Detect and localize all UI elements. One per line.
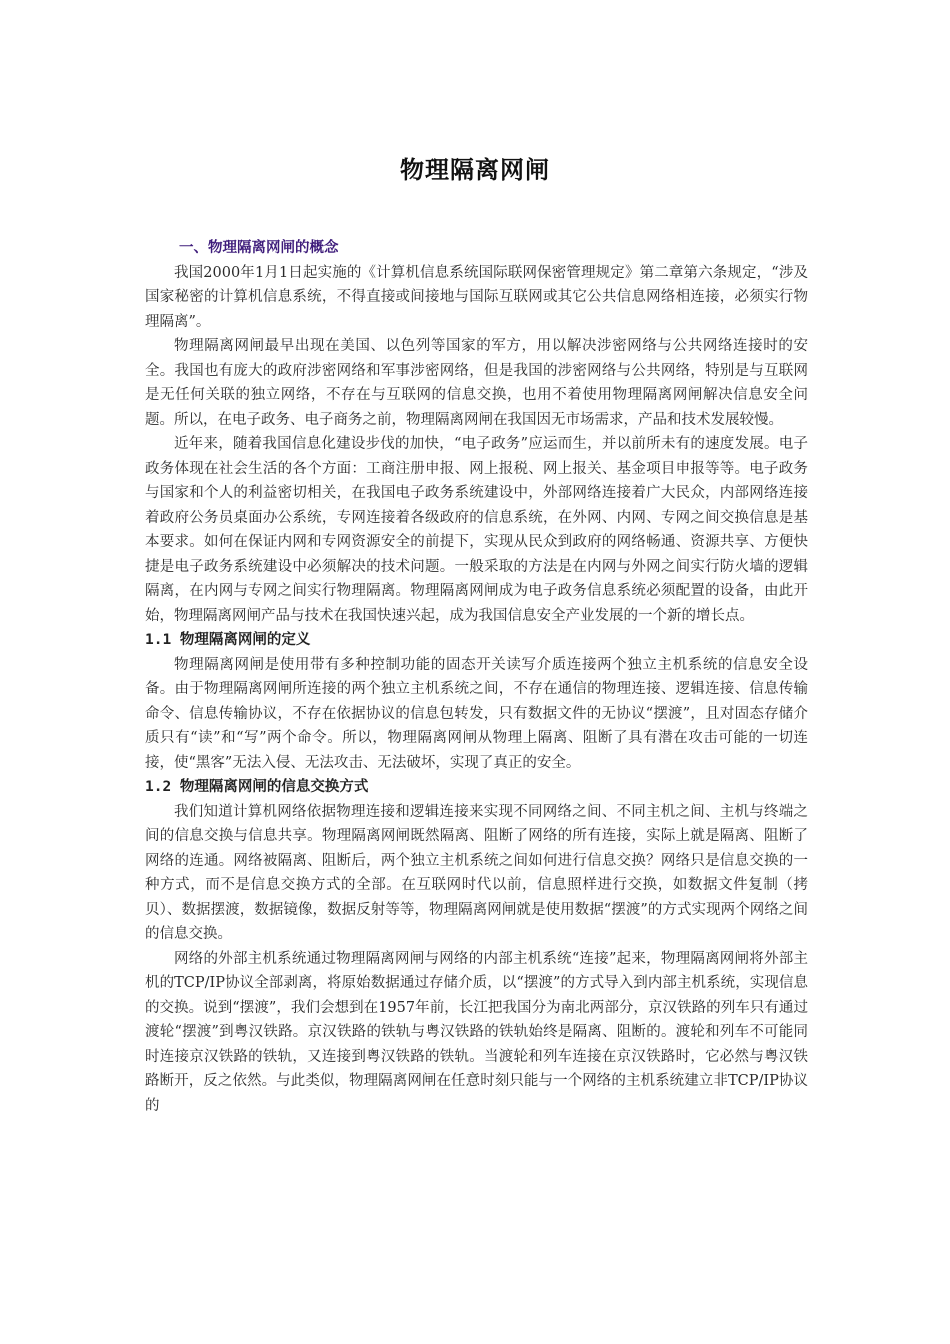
paragraph: 物理隔离网闸是使用带有多种控制功能的固态开关读写介质连接两个独立主机系统的信息安全设备。由于物理隔离网闸所连接的两个独立主机系统之间，不存在通信的物理连接、逻辑连接、信息传输命令、信息传输协议，不存在依据协议的信息包转发，只有数据文件的无协议“摆渡”，且对固态存储介质只有“读”和“写”两个命令。所以，物理隔离网闸从物理上隔离、阻断了具有潜在攻击可能的一切连接，使“黑客”无法入侵、无法攻击、无法破坏，实现了真正的安全。 xyxy=(145,656,808,771)
paragraph: 网络的外部主机系统通过物理隔离网闸与网络的内部主机系统“连接”起来，物理隔离网闸将外部主机的TCP/IP协议全部剥离，将原始数据通过存储介质，以“摆渡”的方式导入到内部主机系统，实现信息的交换。说到“摆渡”，我们会想到在1957年前，长江把我国分为南北两部分，京汉铁路的列车只有通过渡轮“摆渡”到粤汉铁路。京汉铁路的铁轨与粤汉铁路的铁轨始终是隔离、阻断的。渡轮和列车不可能同时连接京汉铁路的铁轨，又连接到粤汉铁路的铁轨。当渡轮和列车连接在京汉铁路时，它必然与粤汉铁路断开，反之依然。与此类似，物理隔离网闸在任意时刻只能与一个网络的主机系统建立非TCP/IP协议的 xyxy=(145,950,808,1114)
document-body xyxy=(145,236,808,1118)
document-title: 物理隔离网闸 xyxy=(400,156,550,184)
paragraph: 我国2000年1月1日起实施的《计算机信息系统国际联网保密管理规定》第二章第六条规定，“涉及国家秘密的计算机信息系统，不得直接或间接地与国际互联网或其它公共信息网络相连接，必须实行物理隔离”。 xyxy=(145,264,808,330)
paragraph: 近年来，随着我国信息化建设步伐的加快，“电子政务”应运而生，并以前所未有的速度发展。电子政务体现在社会生活的各个方面：工商注册申报、网上报税、网上报关、基金项目申报等等。电子政务与国家和个人的利益密切相关，在我国电子政务系统建设中，外部网络连接着广大民众，内部网络连接着政府公务员桌面办公系统，专网连接着各级政府的信息系统，在外网、内网、专网之间交换信息是基本要求。如何在保证内网和专网资源安全的前提下，实现从民众到政府的网络畅通、资源共享、方便快捷是电子政务系统建设中必须解决的技术问题。一般采取的方法是在内网与外网之间实行防火墙的逻辑隔离，在内网与专网之间实行物理隔离。物理隔离网闸成为电子政务信息系统必须配置的设备，由此开始，物理隔离网闸产品与技术在我国快速兴起，成为我国信息安全产业发展的一个新的增长点。 xyxy=(145,436,808,624)
subsection-heading-exchange: 1.2 物理隔离网闸的信息交换方式 xyxy=(145,779,369,795)
paragraph: 我们知道计算机网络依据物理连接和逻辑连接来实现不同网络之间、不同主机之间、主机与终端之间的信息交换与信息共享。物理隔离网闸既然隔离、阻断了网络的所有连接，实际上就是隔离、阻断了网络的连通。网络被隔离、阻断后，两个独立主机系统之间如何进行信息交换？网络只是信息交换的一种方式，而不是信息交换方式的全部。在互联网时代以前，信息照样进行交换，如数据文件复制（拷贝）、数据摆渡，数据镜像，数据反射等等，物理隔离网闸就是使用数据“摆渡”的方式实现两个网络之间的信息交换。 xyxy=(145,803,808,942)
paragraph: 物理隔离网闸最早出现在美国、以色列等国家的军方，用以解决涉密网络与公共网络连接时的安全。我国也有庞大的政府涉密网络和军事涉密网络，但是我国的涉密网络与公共网络，特别是与互联网是无任何关联的独立网络，不存在与互联网的信息交换，也用不着使用物理隔离网闸解决信息安全问题。所以，在电子政务、电子商务之前，物理隔离网闸在我国因无市场需求，产品和技术发展较慢。 xyxy=(145,338,808,428)
subsection-heading-definition: 1.1 物理隔离网闸的定义 xyxy=(145,632,311,648)
section-heading-concept: 一、物理隔离网闸的概念 xyxy=(179,240,339,256)
